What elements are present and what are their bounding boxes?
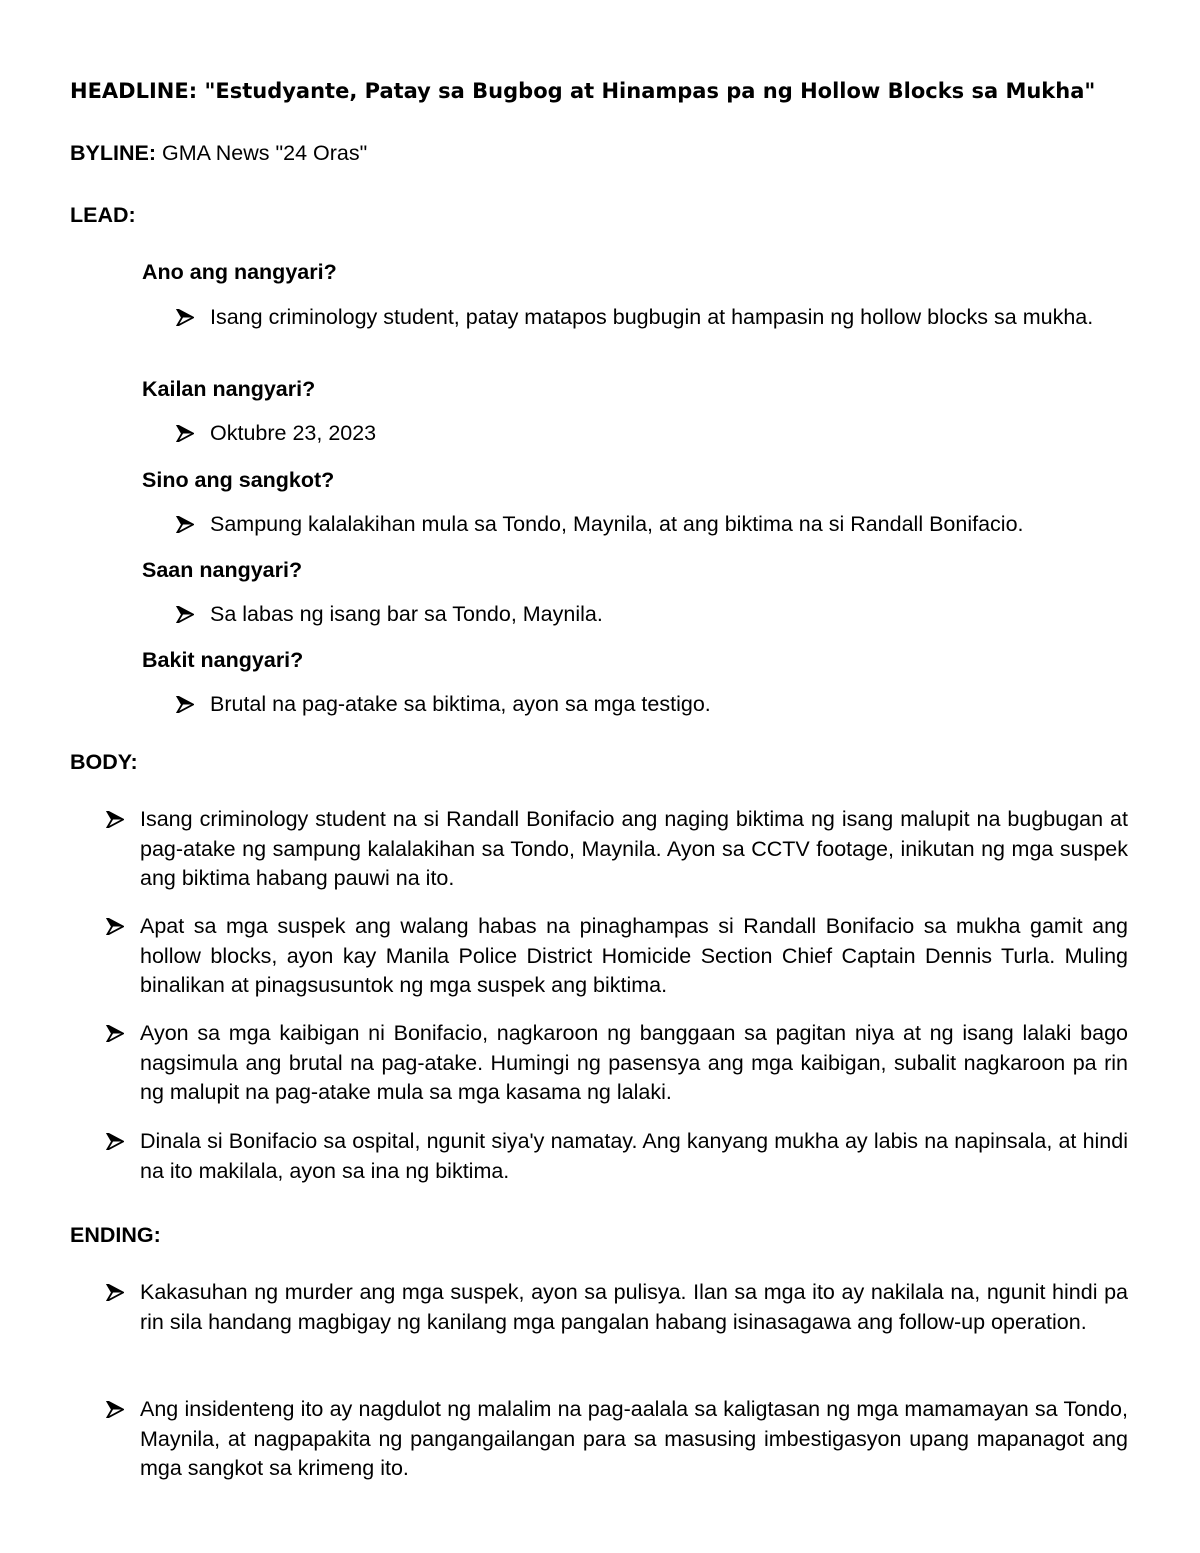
- body-paragraph-text: Apat sa mga suspek ang walang habas na pinaghampas si Randall Bonifacio sa mukha gamit ang hollow blocks, ayon kay Manila Police District Homicide Section Chief Captain Dennis Turla. Muling binalikan at pinagsusuntok ng mga suspek ang biktima.: [140, 914, 1128, 997]
- body-paragraph: [106, 1127, 1128, 1186]
- headline-text: "Estudyante, Patay sa Bugbog at Hinampas pa ng Hollow Blocks sa Mukha": [204, 79, 1096, 103]
- lead-answer-text: Sampung kalalakihan mula sa Tondo, Maynila, at ang biktima na si Randall Bonifacio.: [210, 512, 1024, 536]
- arrowhead-bullet-icon: [176, 419, 210, 449]
- arrowhead-bullet-icon: [106, 805, 140, 835]
- lead-question-why: Bakit nangyari?: [142, 648, 304, 672]
- body-label: BODY:: [70, 750, 138, 774]
- ending-paragraph-text: Kakasuhan ng murder ang mga suspek, ayon sa pulisya. Ilan sa mga ito ay nakilala na, ngunit hindi pa rin sila handang magbigay ng kanilang mga pangalan habang isinasagawa ang follow-up operation.: [140, 1280, 1128, 1334]
- arrowhead-bullet-icon: [106, 912, 140, 942]
- arrowhead-bullet-icon: [176, 690, 210, 720]
- byline: [70, 138, 367, 168]
- lead-question-where: Saan nangyari?: [142, 558, 303, 582]
- lead-answer-text: Sa labas ng isang bar sa Tondo, Maynila.: [210, 602, 603, 626]
- arrowhead-bullet-icon: [176, 510, 210, 540]
- lead-answer-text: Oktubre 23, 2023: [210, 421, 377, 445]
- arrowhead-bullet-icon: [106, 1395, 140, 1425]
- arrowhead-bullet-icon: [176, 600, 210, 630]
- lead-answer-where: [176, 600, 1128, 630]
- ending-paragraph: [106, 1395, 1128, 1484]
- headline-label: HEADLINE:: [70, 79, 198, 103]
- lead-answer-text: Brutal na pag-atake sa biktima, ayon sa mga testigo.: [210, 692, 711, 716]
- lead-question-who: Sino ang sangkot?: [142, 468, 335, 492]
- lead-label: LEAD:: [70, 203, 136, 227]
- lead-answer-who: [176, 510, 1128, 540]
- ending-paragraph: [106, 1278, 1128, 1337]
- byline-label: BYLINE:: [70, 141, 156, 165]
- body-paragraph: [106, 805, 1128, 894]
- lead-question-when: Kailan nangyari?: [142, 377, 316, 401]
- lead-answer-what: [176, 303, 1128, 333]
- body-paragraph-text: Dinala si Bonifacio sa ospital, ngunit siya'y namatay. Ang kanyang mukha ay labis na napinsala, at hindi na ito makilala, ayon sa ina ng biktima.: [140, 1129, 1128, 1183]
- body-paragraph: [106, 912, 1128, 1001]
- body-paragraph: [106, 1019, 1128, 1108]
- body-paragraph-text: Isang criminology student na si Randall Bonifacio ang naging biktima ng isang malupit na bugbugan at pag-atake ng sampung kalalakihan sa Tondo, Maynila. Ayon sa CCTV footage, inikutan ng mga suspek ang biktima habang pauwi na ito.: [140, 807, 1128, 890]
- arrowhead-bullet-icon: [106, 1127, 140, 1157]
- body-paragraph-text: Ayon sa mga kaibigan ni Bonifacio, nagkaroon ng banggaan sa pagitan niya at ng isang lalaki bago nagsimula ang brutal na pag-atake. Humingi ng pasensya ang mga kaibigan, subalit nagkaroon pa rin ng malupit na pag-atake mula sa mga kasama ng lalaki.: [140, 1021, 1128, 1104]
- ending-label: ENDING:: [70, 1223, 161, 1247]
- arrowhead-bullet-icon: [106, 1019, 140, 1049]
- lead-question-what: Ano ang nangyari?: [142, 260, 337, 284]
- lead-answer-why: [176, 690, 1128, 720]
- byline-text: GMA News "24 Oras": [161, 141, 368, 165]
- arrowhead-bullet-icon: [176, 303, 210, 333]
- lead-answer-text: Isang criminology student, patay matapos bugbugin at hampasin ng hollow blocks sa mukha.: [210, 305, 1094, 329]
- headline: [70, 76, 1095, 106]
- ending-paragraph-text: Ang insidenteng ito ay nagdulot ng malalim na pag-aalala sa kaligtasan ng mga mamamayan sa Tondo, Maynila, at nagpapakita ng pangangailangan para sa masusing imbestigasyon upang mapanagot ang mga sangkot sa krimeng ito.: [140, 1397, 1128, 1480]
- arrowhead-bullet-icon: [106, 1278, 140, 1308]
- lead-answer-when: [176, 419, 1128, 449]
